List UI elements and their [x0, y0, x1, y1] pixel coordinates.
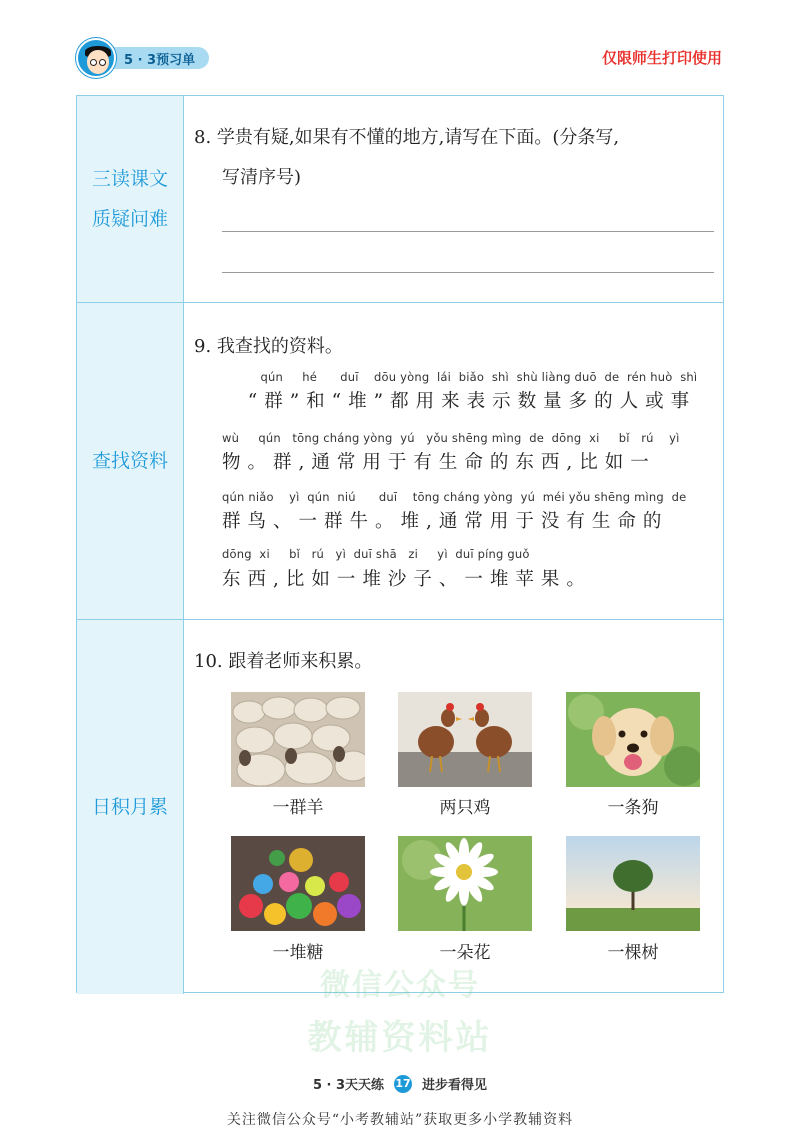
section-question-10 [77, 620, 723, 994]
question-9-text: 9. 我查找的资料。 [194, 336, 343, 357]
section-content [184, 303, 723, 619]
page-number: 17 [394, 1075, 412, 1093]
section-label-line: 三读课文 [91, 168, 168, 190]
hanzi-line: 群鸟、一群牛。堆,通常用于没有生命的 [222, 511, 669, 532]
hanzi-line: 物。群,通常用于有生命的东西,比如一 [222, 452, 656, 473]
section-label [77, 303, 184, 619]
answer-line[interactable] [222, 231, 714, 232]
header-badge [76, 38, 209, 78]
section-question-9 [77, 303, 723, 620]
question-8-text-cont: 写清序号) [222, 167, 302, 188]
pinyin-line: qún hé duī dōu yòng lái biǎo shì shù liàng duō de rén huò shì [222, 370, 698, 384]
boy-face-icon [76, 38, 116, 78]
pinyin-line: dōng xi bǐ rú yì duī shā zi yì duī píng guǒ [222, 547, 530, 561]
bottom-note: 关注微信公众号“小考教辅站”获取更多小学教辅资料 [226, 1112, 574, 1128]
section-label [77, 96, 184, 302]
puppy-photo [566, 692, 700, 787]
badge-label: 5 · 3预习单 [102, 47, 209, 69]
worksheet-table [76, 95, 724, 993]
section-content [184, 620, 723, 994]
two-hens-photo [398, 692, 532, 787]
answer-line[interactable] [222, 272, 714, 273]
pinyin-line: wù qún tōng cháng yòng yú yǒu shēng mìng de dōng xi bǐ rú yì [222, 431, 680, 445]
daisy-flower-photo [398, 836, 532, 931]
candy-pile-photo [231, 836, 365, 931]
footer-series-title: 5 · 3天天练 [312, 1078, 385, 1093]
section-label-line: 质疑问难 [91, 208, 168, 230]
question-8-text: 8. 学贵有疑,如果有不懂的地方,请写在下面。(分条写, [194, 127, 620, 148]
print-notice: 仅限师生打印使用 [601, 49, 722, 67]
single-tree-photo [566, 836, 700, 931]
watermark-line: 微信公众号 [320, 968, 480, 1003]
picture-caption: 一棵树 [607, 943, 659, 963]
picture-caption: 一堆糖 [272, 943, 324, 963]
section-label-line: 查找资料 [91, 450, 168, 472]
section-content [184, 96, 723, 302]
picture-caption: 两只鸡 [439, 798, 491, 818]
page-footer [0, 1074, 800, 1093]
section-label [77, 620, 184, 994]
hanzi-line: 东西,比如一堆沙子、一堆苹果。 [222, 569, 592, 590]
pinyin-line: qún niǎo yì qún niú duī tōng cháng yòng yú méi yǒu shēng mìng de [222, 490, 687, 504]
picture-caption: 一朵花 [439, 943, 491, 963]
section-label-line: 日积月累 [91, 796, 168, 818]
picture-caption: 一条狗 [607, 798, 659, 818]
picture-caption: 一群羊 [272, 798, 324, 818]
watermark-line: 教辅资料站 [307, 1018, 493, 1058]
sheep-flock-photo [231, 692, 365, 787]
question-10-text: 10. 跟着老师来积累。 [194, 651, 373, 672]
hanzi-line: “群”和“堆”都用来表示数量多的人或事 [222, 391, 697, 412]
section-question-8 [77, 96, 723, 303]
footer-slogan: 进步看得见 [422, 1078, 488, 1093]
